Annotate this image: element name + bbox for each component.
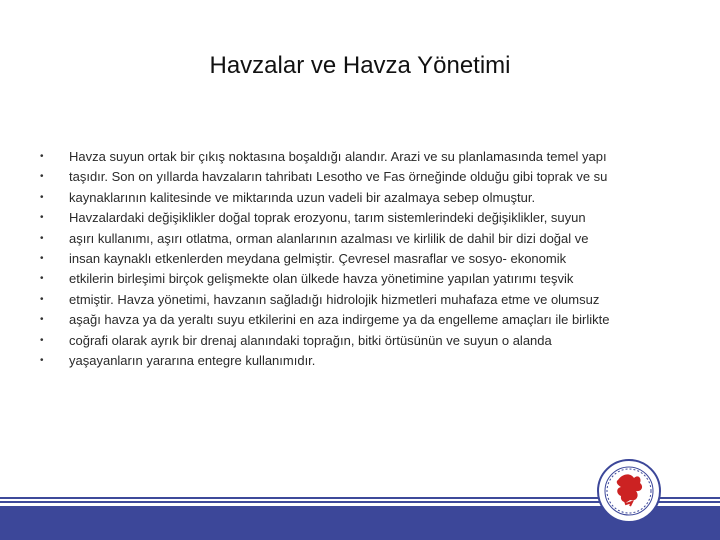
body-line: yaşayanların yararına entegre kullanımıdır.: [69, 353, 316, 369]
body-line: aşağı havza ya da yeraltı suyu etkilerini en aza indirgeme ya da engelleme amaçları ile birlikte: [69, 312, 610, 328]
body-line: insan kaynaklı etkenlerden meydana gelmiştir. Çevresel masraflar ve sosyo- ekonomik: [69, 251, 567, 267]
body-line: etkilerin birleşimi birçok gelişmekte olan ülkede havza yönetimine yapılan yatırımı teşvik: [69, 271, 574, 287]
bullet-marker: •: [40, 354, 44, 366]
body-line: taşıdır. Son on yıllarda havzaların tahribatı Lesotho ve Fas örneğinde olduğu gibi toprak ve su: [69, 169, 608, 185]
bullet-marker: •: [40, 273, 44, 285]
body-line: aşırı kullanımı, aşırı otlatma, orman alanlarının azalması ve kirlilik de dahil bir dizi doğal ve: [69, 230, 589, 246]
slide-body-text: [69, 147, 669, 371]
body-line: Havza suyun ortak bir çıkış noktasına boşaldığı alandır. Arazi ve su planlamasında temel yapı: [69, 149, 607, 164]
bullet-marker: •: [40, 334, 44, 346]
university-emblem-icon: [596, 458, 662, 524]
bullet-marker: •: [40, 191, 44, 203]
bullet-marker: •: [40, 252, 44, 264]
body-line: Havzalardaki değişiklikler doğal toprak erozyonu, tarım sistemlerindeki değişiklikler, suyun: [69, 210, 586, 226]
bullet-marker: •: [40, 232, 44, 244]
body-line: kaynaklarının kalitesinde ve miktarında uzun vadeli bir azalmaya sebep olmuştur.: [69, 189, 536, 205]
bullet-marker: •: [40, 212, 44, 224]
body-line: coğrafi olarak ayrık bir drenaj alanındaki toprağın, bitki örtüsünün ve suyun o alanda: [69, 332, 552, 348]
slide-title: Havzalar ve Havza Yönetimi: [209, 52, 511, 79]
body-line: etmiştir. Havza yönetimi, havzanın sağladığı hidrolojik hizmetleri muhafaza etme ve olumsuz: [69, 291, 600, 307]
bullet-marker: •: [40, 151, 44, 162]
bullet-marker: •: [40, 314, 44, 326]
bullet-marker: •: [40, 293, 44, 305]
bullet-column: [40, 147, 60, 371]
bullet-marker: •: [40, 171, 44, 183]
